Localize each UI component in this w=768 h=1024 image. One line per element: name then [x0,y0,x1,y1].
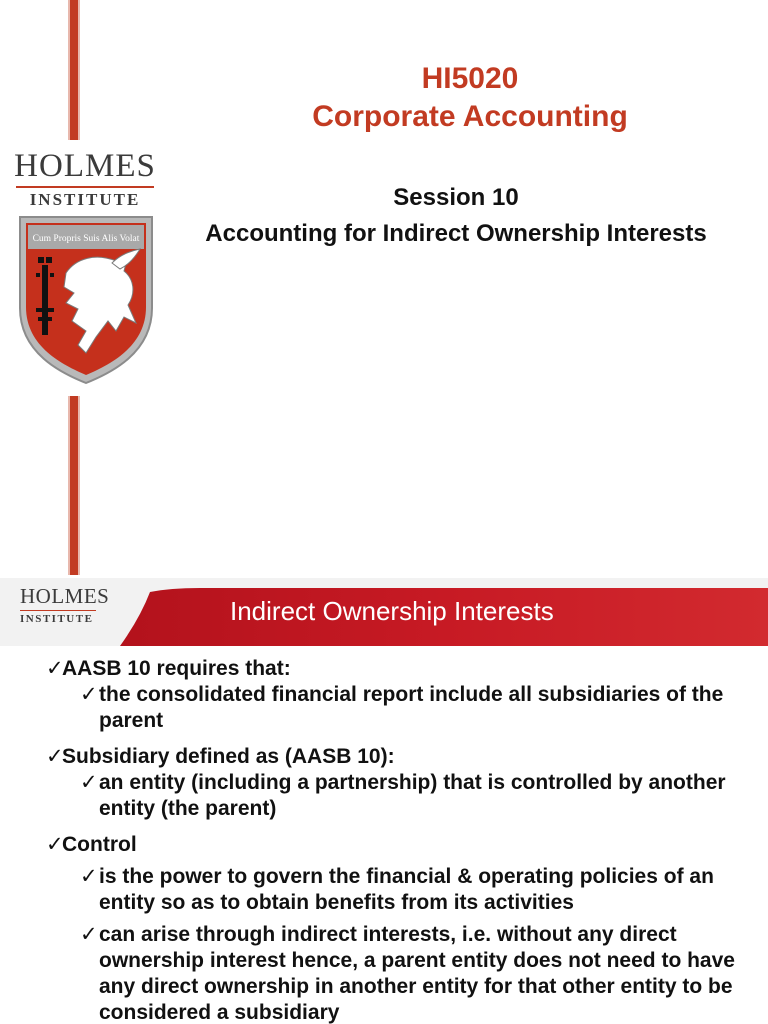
header-logo-wordmark: HOLMES [20,584,110,608]
sub-bullet-item [0,864,768,916]
bullet-list [0,656,768,1024]
header-logo-subtitle: INSTITUTE [20,613,94,625]
bullet-text: Subsidiary defined as (AASB 10): [62,745,395,768]
session-topic: Accounting for Indirect Ownership Interests [205,220,707,247]
bullet-item [0,832,768,858]
decorative-red-bar-top [68,0,80,140]
sub-bullet-item [0,922,768,1024]
slide-header [0,578,768,646]
logo-divider [16,186,154,188]
session-number: Session 10 [393,184,519,211]
logo-subtitle: INSTITUTE [29,190,141,209]
slide-title: Indirect Ownership Interests [230,596,554,626]
check-icon: ✓ [80,771,98,794]
header-logo [20,584,110,626]
sub-bullet-text: is the power to govern the financial & operating policies of an entity so as to obtain benefits from its activities [99,865,714,914]
decorative-red-bar-bottom [68,396,80,575]
shield-motto: Cum Propris Suis Alis Volat [32,234,140,244]
check-icon: ✓ [46,657,64,680]
check-icon: ✓ [80,865,98,888]
session-title [200,180,712,252]
header-logo-divider [20,610,96,611]
bullet-item [0,656,768,682]
course-name: Corporate Accounting [312,100,628,133]
sub-bullet-item [0,682,768,734]
sub-bullet-text: the consolidated financial report include all subsidiaries of the parent [99,683,724,732]
check-icon: ✓ [80,923,98,946]
bullet-text: AASB 10 requires that: [62,657,291,680]
holmes-logo [14,148,156,210]
logo-wordmark: HOLMES [14,148,156,184]
bullet-item [0,744,768,770]
check-icon: ✓ [46,833,64,856]
content-slide [0,578,768,1024]
griffin-shield-icon [16,213,156,385]
course-code: HI5020 [421,62,519,95]
course-title [200,60,740,136]
check-icon: ✓ [80,683,98,706]
sub-bullet-item [0,770,768,822]
sub-bullet-text: can arise through indirect interests, i.e. without any direct ownership interest hence, a parent entity does not need to have any direct ownership in another entity for that other entity to be considered a subsidiary [99,923,735,1024]
check-icon: ✓ [46,745,64,768]
sub-bullet-text: an entity (including a partnership) that is controlled by another entity (the parent) [99,771,726,820]
bullet-text: Control [62,833,137,856]
